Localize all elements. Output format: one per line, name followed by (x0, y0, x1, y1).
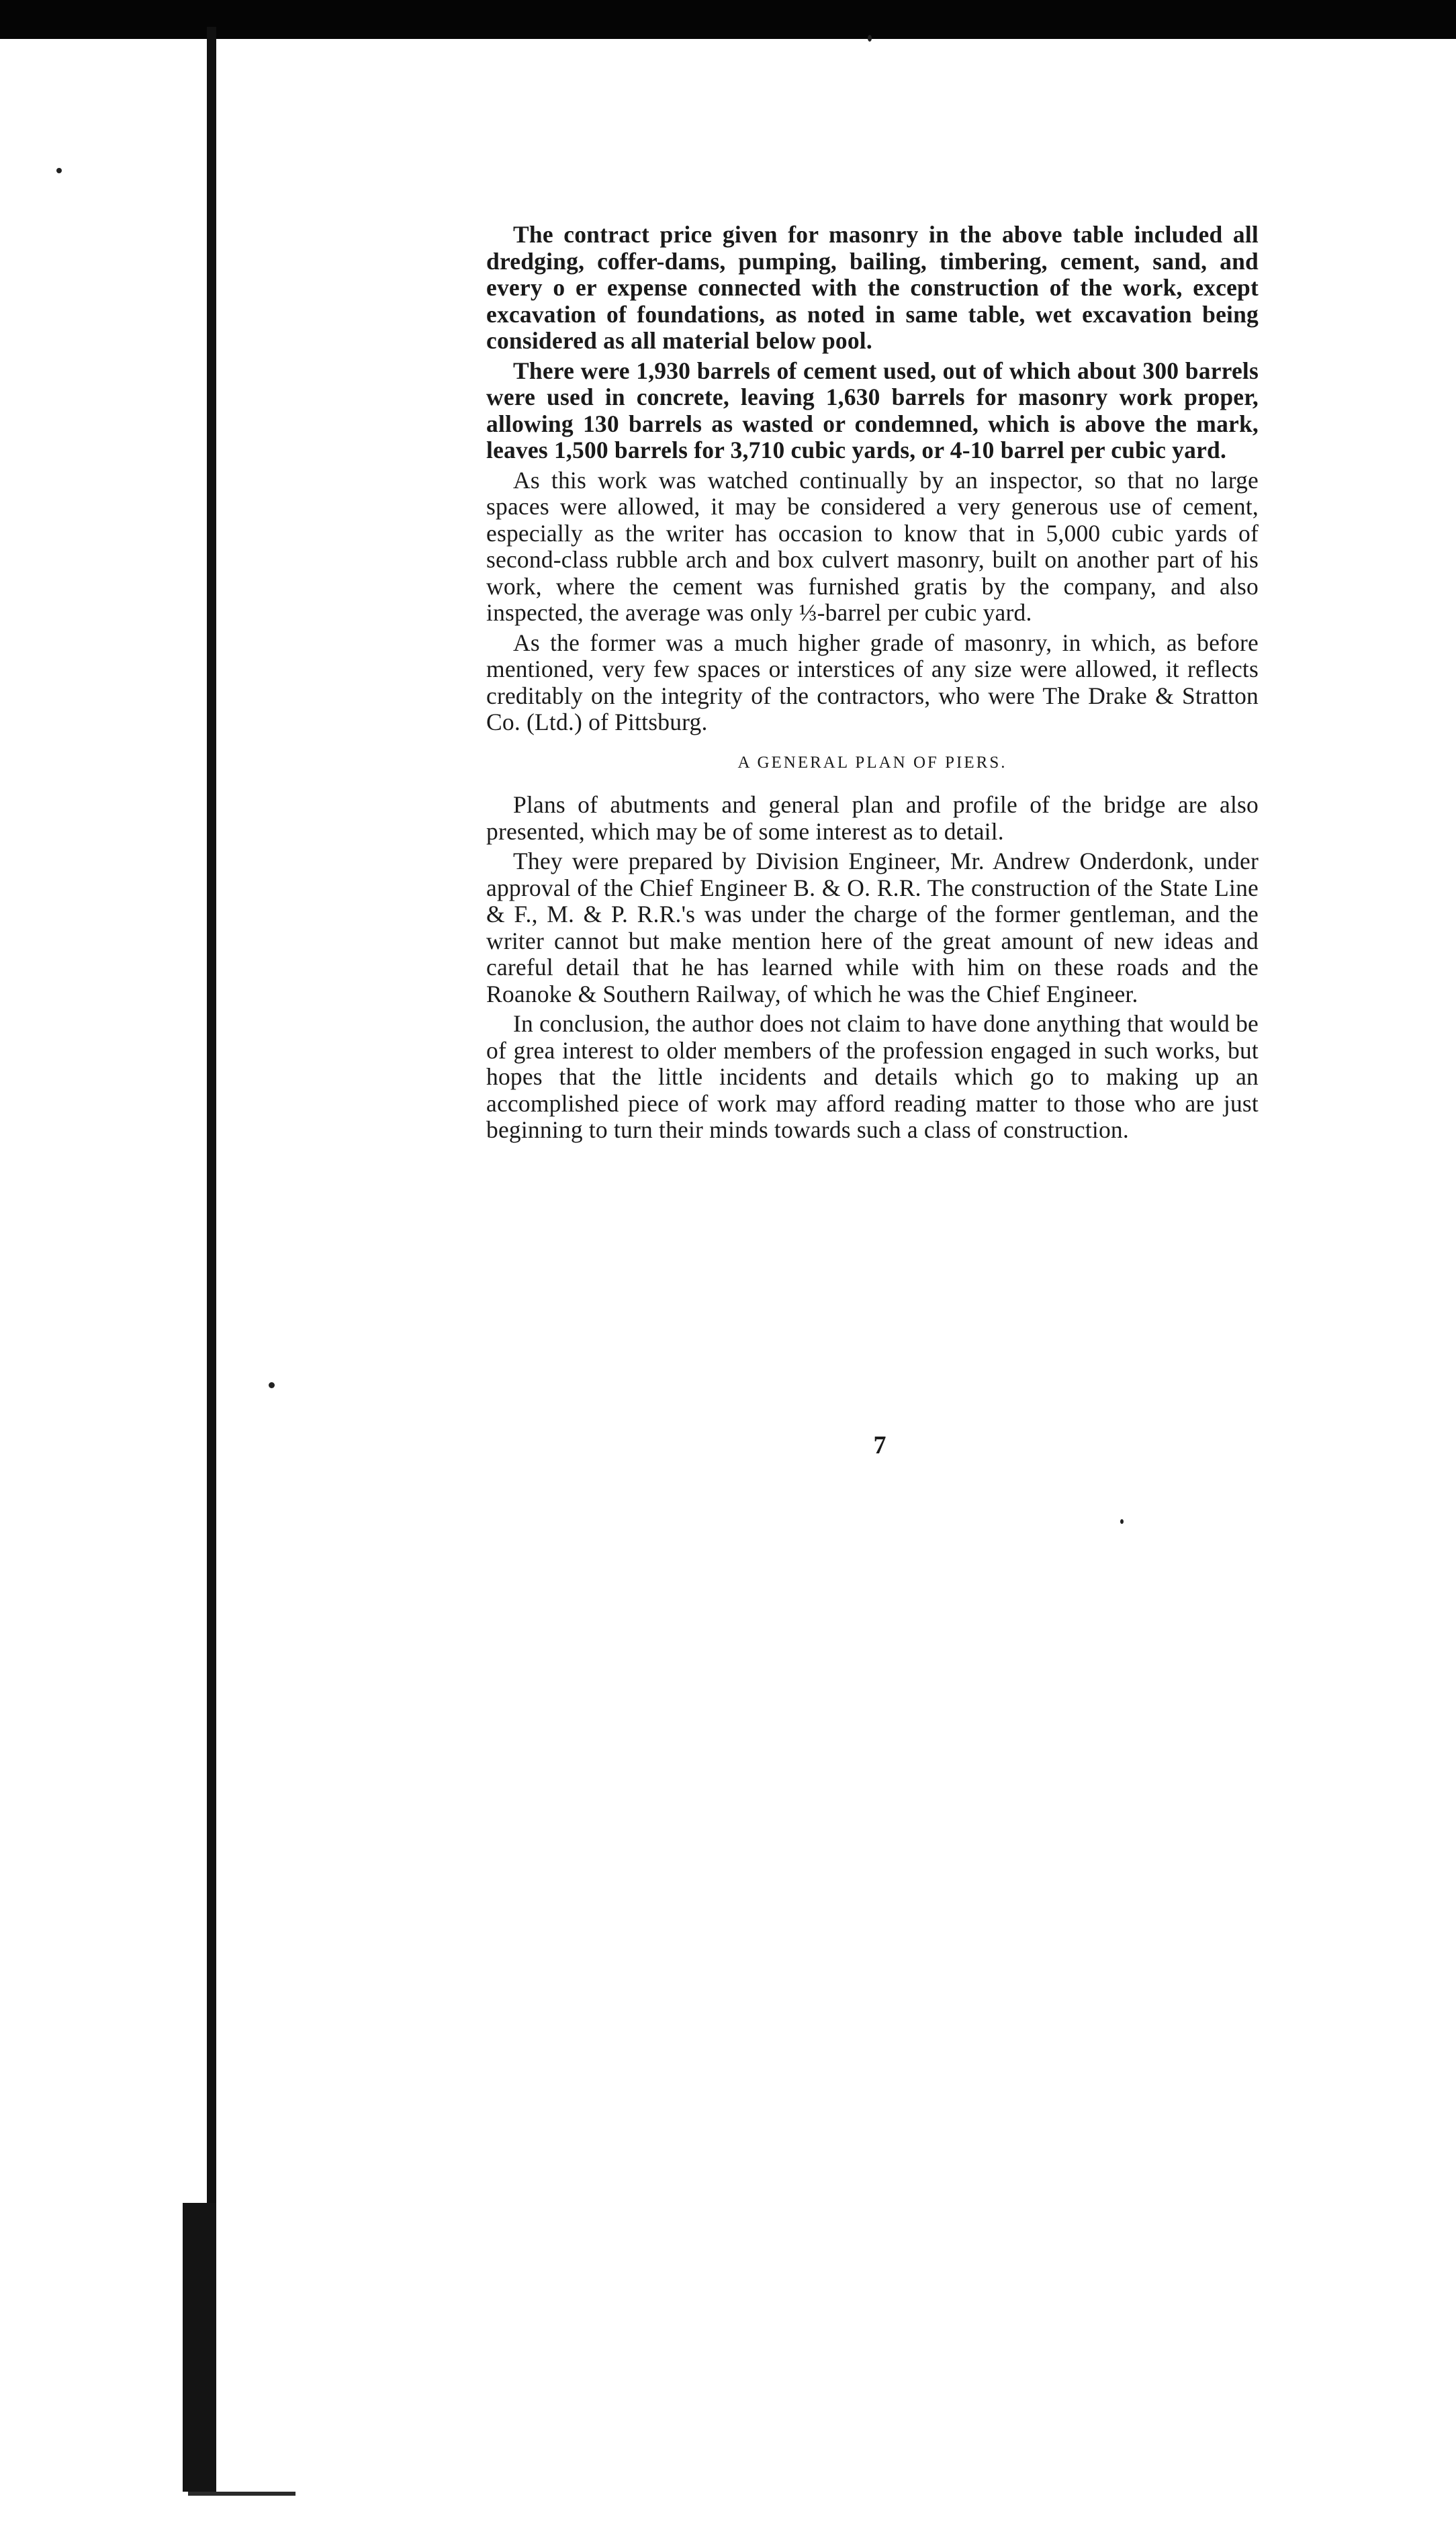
scan-top-border (0, 0, 1456, 39)
paragraph: The contract price given for masonry in the above table included all dredging, coffer-dams, pumping, bailing, timbering, cement, sand, and every o er expense connected with the construction of the work, except excavation of foundations, as noted in same table, wet excavation being considered as all material below pool. (486, 221, 1259, 354)
scan-speck (269, 1382, 275, 1388)
paragraph: As this work was watched continually by an inspector, so that no large spaces were allowed, it may be considered a very generous use of cement, especially as the writer has occasion to know that in 5,000 cubic yards of second-class rubble arch and box culvert masonry, built on another part of his work, where the cement was furnished gratis by the company, and also inspected, the average was only ⅓-barrel per cubic yard. (486, 466, 1259, 626)
section-heading: A GENERAL PLAN OF PIERS. (737, 753, 1007, 772)
paragraph: In conclusion, the author does not claim to have done anything that would be of grea interest to older members of the profession engaged in such works, but hopes that the little incidents and details which go to making up an accomplished piece of work may afford reading matter to those who are just beginning to turn their minds towards such a class of construction. (486, 1010, 1259, 1143)
paragraph: They were prepared by Division Engineer, Mr. Andrew Onderdonk, under approval of the Chief Engineer B. & O. R.R. The construction of the State Line & F., M. & P. R.R.'s was under the charge of the former gentleman, and the writer cannot but make mention here of the great amount of new ideas and careful detail that he has learned while with him on these roads and the Roanoke & Southern Railway, of which he was the Chief Engineer. (486, 848, 1259, 1007)
page-number: 7 (873, 1431, 886, 1459)
page-margin-left (0, 39, 210, 2536)
scan-speck (868, 35, 872, 42)
binding-edge-line (207, 27, 216, 2492)
paragraph: There were 1,930 barrels of cement used, out of which about 300 barrels were used in concrete, leaving 1,630 barrels for masonry work proper, allowing 130 barrels as wasted or condemned, which is above the mark, leaves 1,500 barrels for 3,710 cubic yards, or 4-10 barrel per cubic yard. (486, 357, 1259, 463)
paragraph: As the former was a much higher grade of masonry, in which, as before mentioned, very few spaces or interstices of any size were allowed, it reflects creditably on the integrity of the contractors, who were The Drake & Stratton Co. (Ltd.) of Pittsburg. (486, 629, 1259, 735)
scan-artifact (188, 2492, 295, 2496)
body-text (486, 222, 1259, 1147)
scan-speck (1120, 1519, 1124, 1524)
scan-speck (56, 168, 62, 173)
binding-edge-shadow (183, 2203, 216, 2492)
paragraph: Plans of abutments and general plan and profile of the bridge are also presented, which may be of some interest as to detail. (486, 791, 1259, 845)
